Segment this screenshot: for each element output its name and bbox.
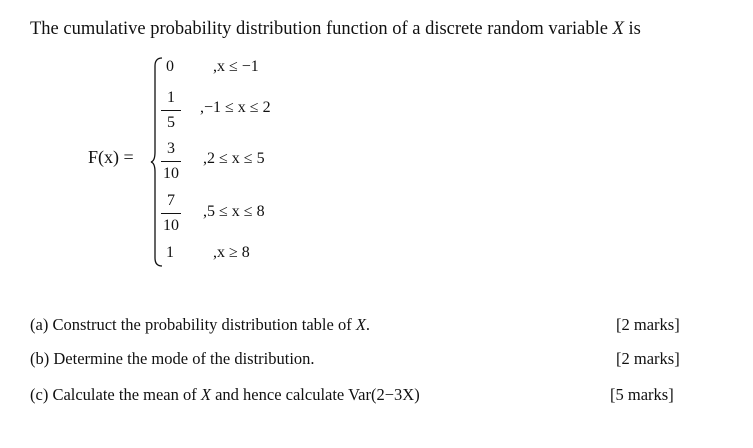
case-value-0: 0 xyxy=(166,58,174,75)
fraction-bar xyxy=(161,213,181,214)
question-c-marks: [5 marks] xyxy=(610,385,674,404)
question-b-marks: [2 marks] xyxy=(616,349,680,368)
fraction-bar xyxy=(161,110,181,111)
case-numerator-1: 1 xyxy=(167,89,175,106)
question-a-variable: X xyxy=(355,315,366,334)
case-denominator-1: 5 xyxy=(167,114,175,131)
case-condition-1: ,−1 ≤ x ≤ 2 xyxy=(200,99,271,116)
case-fraction-1 xyxy=(158,88,184,133)
question-c-variable: X xyxy=(200,385,211,404)
fraction-bar xyxy=(161,161,181,162)
case-condition-4: ,x ≥ 8 xyxy=(213,244,250,261)
question-a-marks: [2 marks] xyxy=(616,315,680,334)
function-lhs: F(x) = xyxy=(88,147,134,167)
case-numerator-3: 7 xyxy=(167,192,175,209)
question-c-text: (c) Calculate the mean of xyxy=(30,385,197,404)
case-fraction-3 xyxy=(158,191,184,236)
case-value-4: 1 xyxy=(166,244,174,261)
case-condition-2: ,2 ≤ x ≤ 5 xyxy=(203,150,265,167)
case-condition-3: ,5 ≤ x ≤ 8 xyxy=(203,203,265,220)
case-fraction-2 xyxy=(158,139,184,184)
case-denominator-3: 10 xyxy=(163,217,179,234)
question-c xyxy=(30,385,420,405)
question-a xyxy=(30,315,370,335)
intro-text: The cumulative probability distribution function of a discrete random variable xyxy=(30,19,608,39)
case-denominator-2: 10 xyxy=(163,165,179,182)
case-numerator-2: 3 xyxy=(167,140,175,157)
intro-variable: X xyxy=(612,19,624,39)
case-condition-0: ,x ≤ −1 xyxy=(213,58,259,75)
question-a-tail: . xyxy=(365,315,371,334)
question-b: (b) Determine the mode of the distribution. xyxy=(30,349,315,368)
question-c-expression: Var(2−3X) xyxy=(348,385,420,404)
question-a-text: (a) Construct the probability distribution table of xyxy=(30,315,352,334)
intro-end: is xyxy=(628,19,641,39)
problem-intro xyxy=(30,19,641,40)
question-c-mid: and hence calculate xyxy=(215,385,345,404)
